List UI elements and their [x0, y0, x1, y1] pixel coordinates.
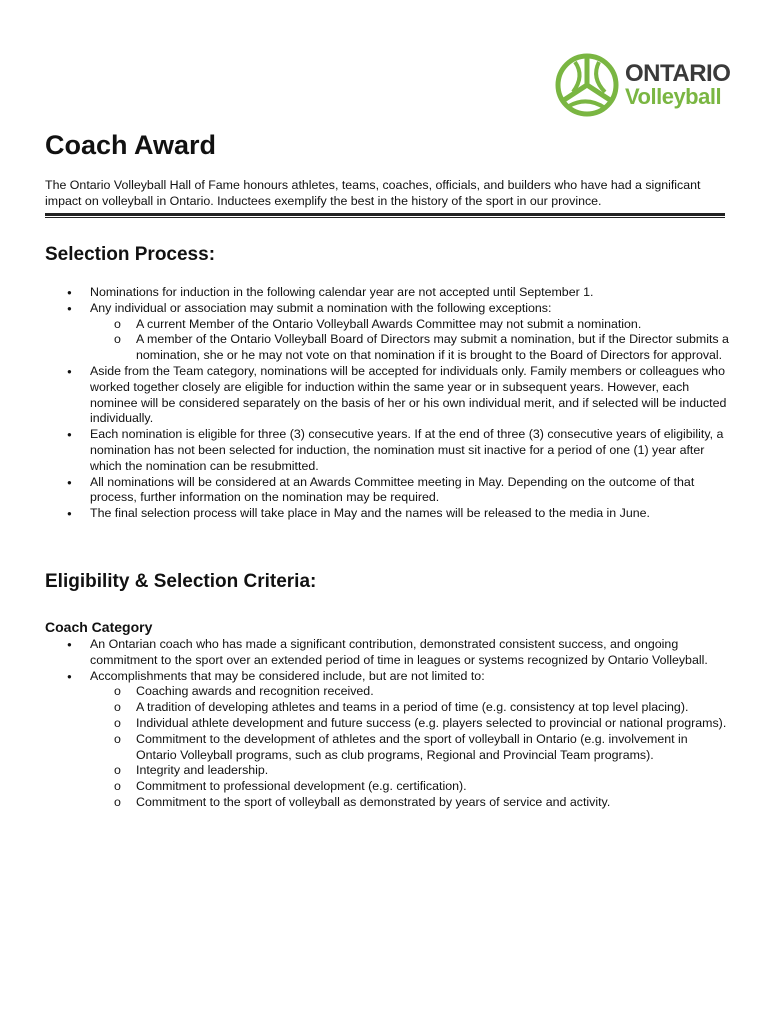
list-item: [45, 637, 730, 669]
list-item: [45, 285, 730, 301]
list-item-text: The final selection process will take place in May and the names will be released to the media in June.: [90, 506, 650, 521]
ontario-volleyball-logo: [555, 50, 731, 122]
sub-list-item: o A member of the Ontario Volleyball Board of Directors may submit a nomination, but if the Director submits a nomination, she or he may not vote on that nomination if it is brought to the Board of Directors for approval.: [90, 332, 730, 364]
list-item-text: Any individual or association may submit a nomination with the following exceptions:: [90, 300, 552, 315]
logo-word-volleyball: Volleyball: [625, 84, 722, 109]
volleyball-icon: [555, 52, 619, 118]
selection-process-list: [45, 285, 730, 522]
sub-list-item: o Commitment to professional development (e.g. certification).: [90, 779, 730, 795]
list-item-text: Accomplishments that may be considered include, but are not limited to:: [90, 668, 485, 683]
eligibility-list: [45, 637, 730, 811]
list-item: [45, 427, 730, 474]
sub-list-item: o Coaching awards and recognition received.: [90, 684, 730, 700]
sub-list-item: o A tradition of developing athletes and teams in a period of time (e.g. consistency at top level placing).: [90, 700, 730, 716]
sub-list: [90, 684, 730, 810]
section-divider: [45, 213, 725, 218]
eligibility-heading: Eligibility & Selection Criteria:: [45, 571, 317, 592]
list-item: [45, 364, 730, 427]
sub-list-item: o Commitment to the development of athletes and the sport of volleyball in Ontario (e.g. involvement in Ontario Volleyball programs, such as club programs, Regional and Provincial Team programs).: [90, 732, 730, 764]
sub-list-item: o Individual athlete development and future success (e.g. players selected to provincial or national programs).: [90, 716, 730, 732]
list-item: [45, 669, 730, 811]
coach-category-heading: Coach Category: [45, 619, 153, 635]
list-item-text: Each nomination is eligible for three (3) consecutive years. If at the end of three (3) consecutive years of eligibility, a nomination has not been selected for induction, the nomination must sit inactive for a period of one (1) year after which the nomination can be resubmitted.: [90, 427, 724, 473]
list-item-text: Nominations for induction in the following calendar year are not accepted until September 1.: [90, 285, 594, 299]
sub-list: [90, 317, 730, 364]
logo-word-ontario: ONTARIO: [625, 60, 731, 87]
list-item: [45, 301, 730, 364]
intro-paragraph: The Ontario Volleyball Hall of Fame honours athletes, teams, coaches, officials, and builders who have had a significant impact on volleyball in Ontario. Inductees exemplify the best in the history of the sport in our province.: [45, 178, 701, 208]
list-item-text: Aside from the Team category, nominations will be accepted for individuals only. Family members or colleagues who worked together closely are eligible for induction within the same year or in subsequent years. However, each nominee will be considered separately on the basis of her or his own individual merit, and if selected will be inducted individually.: [90, 363, 727, 426]
page-title: Coach Award: [45, 130, 217, 160]
list-item: [45, 475, 730, 507]
sub-list-item: o A current Member of the Ontario Volleyball Awards Committee may not submit a nomination.: [90, 317, 730, 333]
list-item-text: An Ontarian coach who has made a significant contribution, demonstrated consistent success, and ongoing commitment to the sport over an extended period of time in leagues or systems recognized by Ontario Volleyball.: [90, 637, 708, 667]
list-item: [45, 506, 730, 522]
sub-list-item: o Commitment to the sport of volleyball as demonstrated by years of service and activity.: [90, 795, 730, 811]
list-item-text: All nominations will be considered at an Awards Committee meeting in May. Depending on the outcome of that process, further information on the nomination may be required.: [90, 474, 695, 505]
selection-process-heading: Selection Process:: [45, 244, 216, 265]
sub-list-item: o Integrity and leadership.: [90, 763, 730, 779]
